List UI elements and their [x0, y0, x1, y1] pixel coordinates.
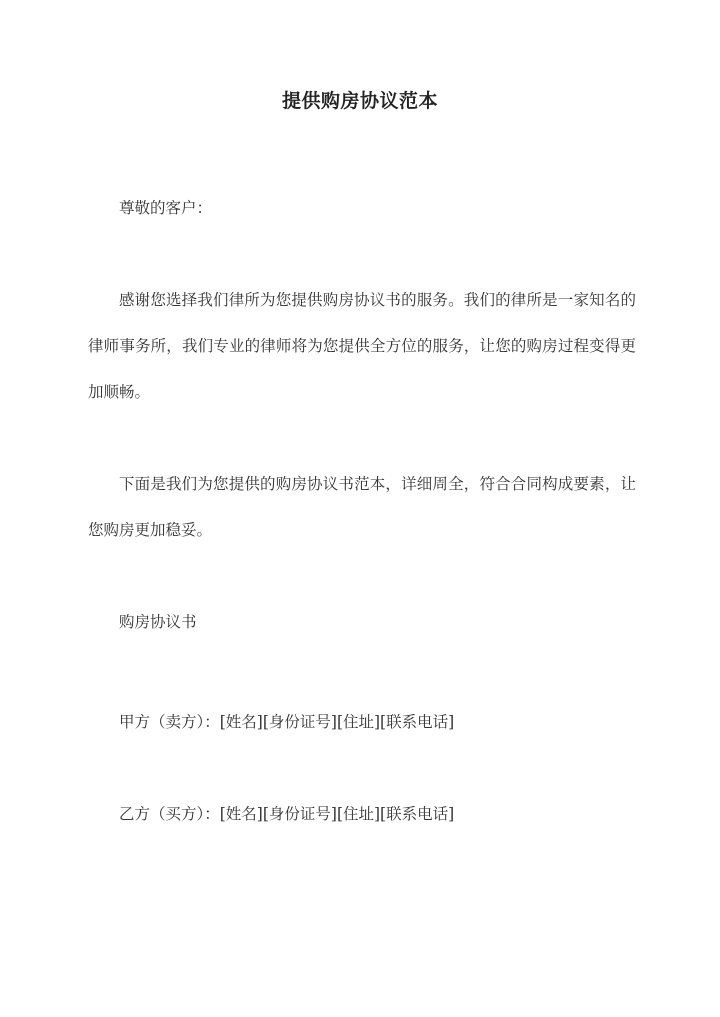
document-title: 提供购房协议范本: [281, 90, 438, 112]
intro-paragraph: 感谢您选择我们律所为您提供购房协议书的服务。我们的律所是一家知名的律师事务所，我们专业的律师将为您提供全方位的服务，让您的购房过程变得更加顺畅。: [88, 291, 636, 401]
offer-paragraph: 下面是我们为您提供的购房协议书范本，详细周全，符合合同构成要素，让您购房更加稳妥。: [88, 475, 636, 539]
agreement-heading: 购房协议书: [119, 613, 197, 631]
party-b-line: 乙方（买方）：[姓名][身份证号][住址][联系电话]: [119, 805, 455, 823]
party-a-line: 甲方（卖方）：[姓名][身份证号][住址][联系电话]: [119, 713, 455, 731]
greeting-paragraph: 尊敬的客户：: [119, 199, 213, 217]
